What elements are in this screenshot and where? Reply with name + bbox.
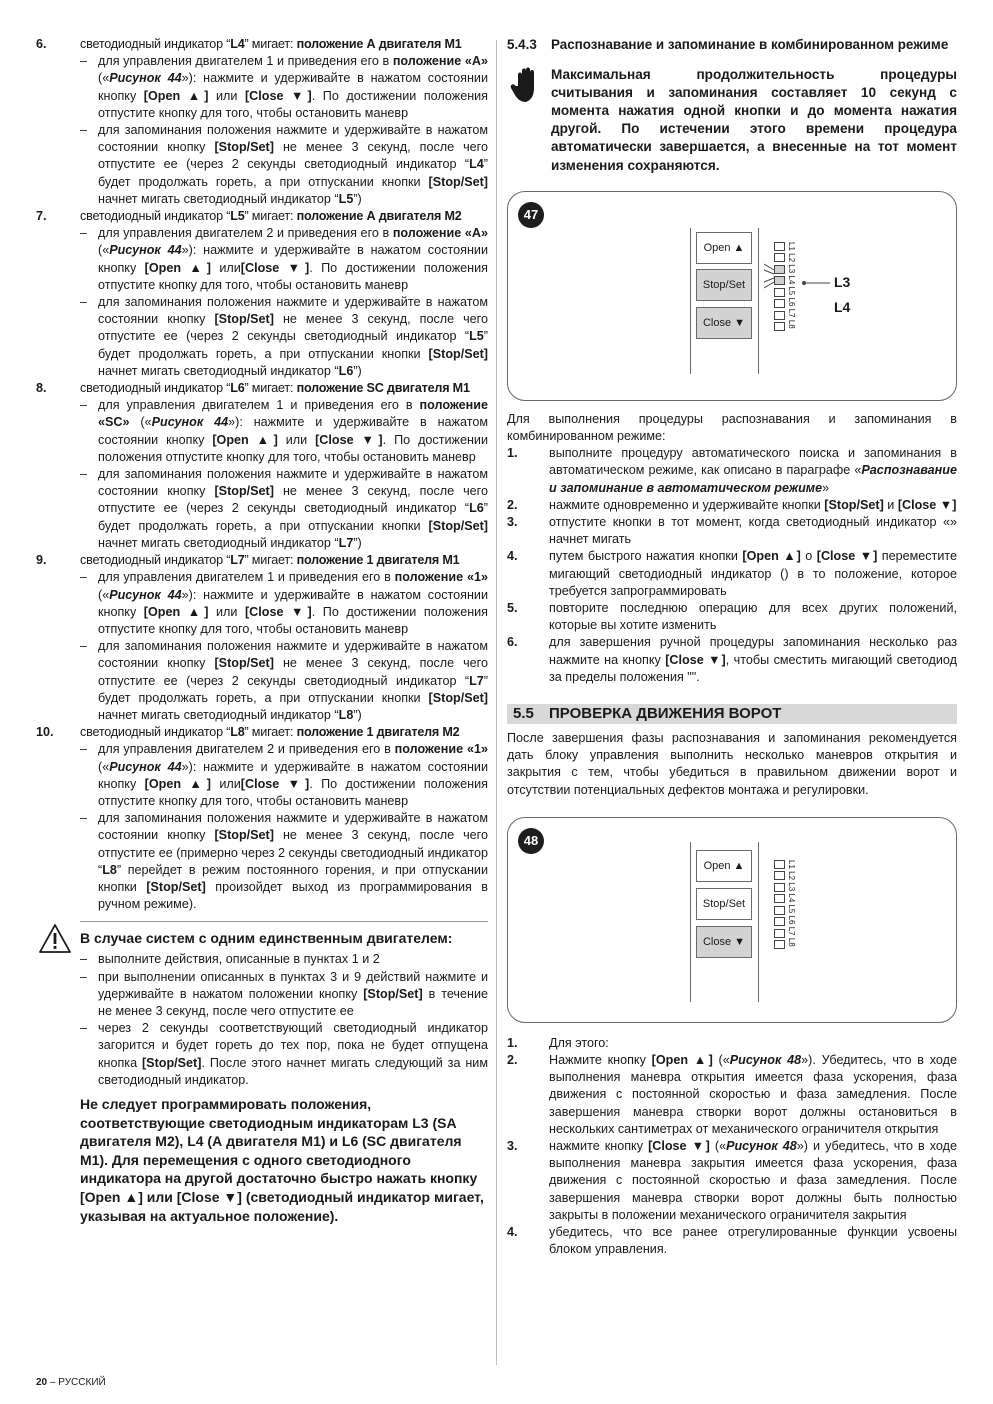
section-heading-5-4-3 xyxy=(507,36,957,54)
sub-step: – для управления двигателем 2 и приведения его в положение «1» («Рисунок 44»): нажмите и удерживайте в нажатом состоянии кнопку [Open ▲] или[Close ▼]. По достижении положения отпустите кнопку для того, чтобы остановить маневр xyxy=(80,741,488,810)
caution-note xyxy=(507,66,957,175)
figure-47 xyxy=(507,191,957,401)
section-number: 5.5 xyxy=(513,704,534,722)
list-item xyxy=(36,380,488,552)
separator-line xyxy=(80,921,488,922)
sub-step: – для запоминания положения нажмите и удерживайте в нажатом состоянии кнопку [Stop/Set] не менее 3 секунд, после чего отпустите ее (через 2 секунды светодиодный индикатор “L6” будет продолжать гореть, а при отпускании кнопки [Stop/Set] начнет мигать светодиодный индикатор “L7”) xyxy=(80,466,488,552)
step-number: 2. xyxy=(507,497,518,512)
section-paragraph: После завершения фазы распознавания и запоминания рекомендуется дать блоку управления выполнить несколько маневров открытия и закрытия с тем, чтобы убедиться в правильном движении ворот и отсутствии потенциальных дефектов монтажа и регулировки. xyxy=(507,730,957,797)
procedure-list xyxy=(36,36,488,724)
warning-bullet: – при выполнении описанных в пунктах 3 и 9 действий нажмите и удерживайте в нажатом положении кнопку [Stop/Set] в течение не менее 3 секунд, после чего отпустите ее xyxy=(80,969,488,1021)
figure-48 xyxy=(507,817,957,1023)
list-item xyxy=(36,36,488,208)
figure-number-badge: 47 xyxy=(518,202,544,228)
warning-triangle-icon xyxy=(38,923,72,955)
step-item: 1. выполните процедуру автоматического поиска и запоминания в автоматическом режиме, как описано в параграфе «Распознавание и запоминание в автоматическом режиме» xyxy=(507,446,957,495)
step-item: 4. путем быстрого нажатия кнопки [Open ▲] о [Close ▼] переместите мигающий светодиодный индикатор () в то положение, которое требуется запрограммировать xyxy=(507,549,957,598)
movement-check-steps xyxy=(507,1035,957,1259)
sub-step: – для запоминания положения нажмите и удерживайте в нажатом состоянии кнопку [Stop/Set] не менее 3 секунд, после чего отпустите ее (через 2 секунды светодиодный индикатор “L7” будет продолжать гореть, а при отпускании кнопки [Stop/Set] начнет мигать светодиодный индикатор “L8”) xyxy=(80,638,488,724)
stop-set-button: Stop/Set xyxy=(696,888,752,920)
step-item: 5. повторите последнюю операцию для всех других положений, которые вы хотите изменить xyxy=(507,600,957,633)
step-number: 6. xyxy=(507,635,518,650)
led-labels: L1 L2 L3 L4 L5 L6 L7 L8 xyxy=(787,859,796,947)
sub-step: – для запоминания положения нажмите и удерживайте в нажатом состоянии кнопку [Stop/Set] не менее 3 секунд, после чего отпустите ее (через 2 секунды светодиодный индикатор “L5” будет продолжать гореть, а при отпускании кнопки [Stop/Set] начнет мигать светодиодный индикатор “L6”) xyxy=(80,294,488,380)
step-item: 4. убедитесь, что все ранее отрегулированные функции усвоены блоком управления. xyxy=(507,1225,957,1257)
caution-text: Максимальная продолжительность процедуры считывания и запоминания составляет 10 секунд с момента нажатия одной кнопки и до момента нажатия другой. По истечении этого времени процедура автоматически завершается, а внесенные на тот момент изменения сохраняются. xyxy=(551,66,957,173)
single-motor-warning xyxy=(36,923,488,1225)
open-button: Open ▲ xyxy=(696,232,752,264)
sub-step: – для управления двигателем 1 и приведения его в положение «SC» («Рисунок 44»): нажмите и удерживайте в нажатом состоянии кнопку [Open ▲] или [Close ▼]. По достижении положения отпустите кнопку для того, чтобы остановить маневр xyxy=(80,397,488,466)
close-button: Close ▼ xyxy=(696,926,752,958)
sub-step: – для управления двигателем 2 и приведения его в положение «А» («Рисунок 44»): нажмите и удерживайте в нажатом состоянии кнопку [Open ▲] или[Close ▼]. По достижении положения отпустите кнопку для того, чтобы остановить маневр xyxy=(80,225,488,294)
item-lead: светодиодный индикатор “L8” мигает: положение 1 двигателя М2 xyxy=(80,725,460,740)
item-number: 9. xyxy=(36,553,47,568)
step-number: 1. xyxy=(507,446,518,461)
item-lead: светодиодный индикатор “L4” мигает: положение А двигателя М1 xyxy=(80,37,462,51)
open-button: Open ▲ xyxy=(696,850,752,882)
combined-mode-steps xyxy=(507,445,957,686)
hand-stop-icon xyxy=(509,66,543,104)
step-number: 5. xyxy=(507,600,518,615)
step-item: 2. Нажмите кнопку [Open ▲] («Рисунок 48»). Убедитесь, что в ходе выполнения маневра открытия имеется фаза ускорения, фаза движения с постоянной скоростью и фаза замедления. После завершения маневра створки ворот должны остановиться в нескольких сантиметрах от механического ограничителя открытия xyxy=(507,1052,958,1136)
item-lead: светодиодный индикатор “L6” мигает: положение SC двигателя М1 xyxy=(80,381,470,396)
list-item xyxy=(36,552,488,724)
warning-bullet: – через 2 секунды соответствующий светодиодный индикатор загорится и будет гореть до тех пор, пока не будет отпущена кнопка [Stop/Set]. После этого начнет мигать следующий за ним светодиодный индикатор. xyxy=(80,1020,488,1089)
sub-step: – для управления двигателем 1 и приведения его в положение «1» («Рисунок 44»): нажмите и удерживайте в нажатом состоянии кнопку [Open ▲] или [Close ▼]. По достижении положения отпустите кнопку для того, чтобы остановить маневр xyxy=(80,569,488,638)
warning-bullet: – выполните действия, описанные в пунктах 1 и 2 xyxy=(80,951,488,968)
item-number: 8. xyxy=(36,381,47,396)
warning-title: В случае систем с одним единственным двигателем: xyxy=(80,930,453,947)
item-lead: светодиодный индикатор “L5” мигает: положение А двигателя М2 xyxy=(80,209,462,224)
item-lead: светодиодный индикатор “L7” мигает: положение 1 двигателя М1 xyxy=(80,553,460,568)
section-number: 5.4.3 xyxy=(507,37,537,52)
callout-l3: L3 xyxy=(834,273,851,290)
page-footer xyxy=(36,1377,106,1388)
intro-paragraph: Для выполнения процедуры распознавания и запоминания в комбинированном режиме: xyxy=(507,411,957,443)
sub-step: – для запоминания положения нажмите и удерживайте в нажатом состоянии кнопку [Stop/Set] не менее 3 секунд, после чего отпустите ее (через 2 секунды светодиодный индикатор “L4” будет продолжать гореть, а при отпускании кнопки [Stop/Set] начнет мигать светодиодный индикатор “L5”) xyxy=(80,122,488,208)
sub-step: – для управления двигателем 1 и приведения его в положение «А» («Рисунок 44»): нажмите и удерживайте в нажатом состоянии кнопку [Open ▲] или [Close ▼]. По достижении положения отпустите кнопку для того, чтобы остановить маневр xyxy=(80,53,488,122)
warning-bold-note: Не следует программировать положения, соответствующие светодиодным индикаторам L3 (SA двигателя М2), L4 (А двигателя М1) и L6 (SC двигателя М1). Для перемещения с одного светодиодного индикатора на другой достаточно быстро нажать кнопку [Open ▲] или [Close ▼] (светодиодный индикатор мигает, указывая на актуальное положение). xyxy=(80,1095,484,1224)
step-item: 6. для завершения ручной процедуры запоминания несколько раз нажмите на кнопку [Close ▼], чтобы сместить мигающий светодиод за пределы положения "". xyxy=(507,635,957,684)
item-number: 6. xyxy=(36,37,47,51)
step-item: 2. нажмите одновременно и удерживайте кнопки [Stop/Set] и [Close ▼] xyxy=(507,497,957,514)
section-heading-5-5 xyxy=(507,704,957,724)
list-item-10 xyxy=(36,724,488,913)
figure-number-badge: 48 xyxy=(518,828,544,854)
list-item xyxy=(36,208,488,380)
step-item: 3. отпустите кнопки в тот момент, когда светодиодный индикатор «» начнет мигать xyxy=(507,514,957,547)
step-number: 4. xyxy=(507,1225,518,1240)
column-divider xyxy=(496,40,497,1365)
callout-l4: L4 xyxy=(834,298,851,315)
item-number: 7. xyxy=(36,209,47,224)
section-title: ПРОВЕРКА ДВИЖЕНИЯ ВОРОТ xyxy=(549,704,782,722)
panel-rail xyxy=(758,842,759,1002)
section-title: Распознавание и запоминание в комбинированном режиме xyxy=(551,37,949,52)
step-number: 4. xyxy=(507,549,518,564)
step-number: 1. xyxy=(507,1035,518,1050)
led-labels: L1 L2 L3 L4 L5 L6 L7 L8 xyxy=(787,241,796,329)
step-item: 1. Для этого: xyxy=(507,1035,957,1052)
left-column xyxy=(36,36,488,1225)
led-callout-lines xyxy=(764,248,834,298)
close-button: Close ▼ xyxy=(696,307,752,339)
page-number: 20 xyxy=(36,1377,48,1388)
step-item: 3. нажмите кнопку [Close ▼] («Рисунок 48») и убедитесь, что в ходе выполнения маневра закрытия имеется фаза ускорения, фаза движения с постоянной скоростью и фаза замедления. После завершения маневра створки ворот должны быть полностью закрыты в положении механического ограничителя закрытия xyxy=(507,1139,958,1222)
page-language: – РУССКИЙ xyxy=(47,1377,106,1388)
step-number: 3. xyxy=(507,514,518,529)
panel-rail xyxy=(758,228,759,374)
step-number: 3. xyxy=(507,1139,518,1153)
sub-step: – для запоминания положения нажмите и удерживайте в нажатом состоянии кнопку [Stop/Set] не менее 3 секунд, после чего отпустите ее (примерно через 2 секунды светодиодный индикатор “L8” перейдет в режим постоянного горения, и при отпускании кнопки [Stop/Set] произойдет выход из программирования в ручном режиме). xyxy=(80,810,488,913)
right-column xyxy=(507,36,957,1258)
step-number: 2. xyxy=(507,1052,518,1067)
panel-rail xyxy=(690,228,691,374)
panel-rail xyxy=(690,842,691,1002)
stop-set-button: Stop/Set xyxy=(696,269,752,301)
item-number: 10. xyxy=(36,725,54,740)
